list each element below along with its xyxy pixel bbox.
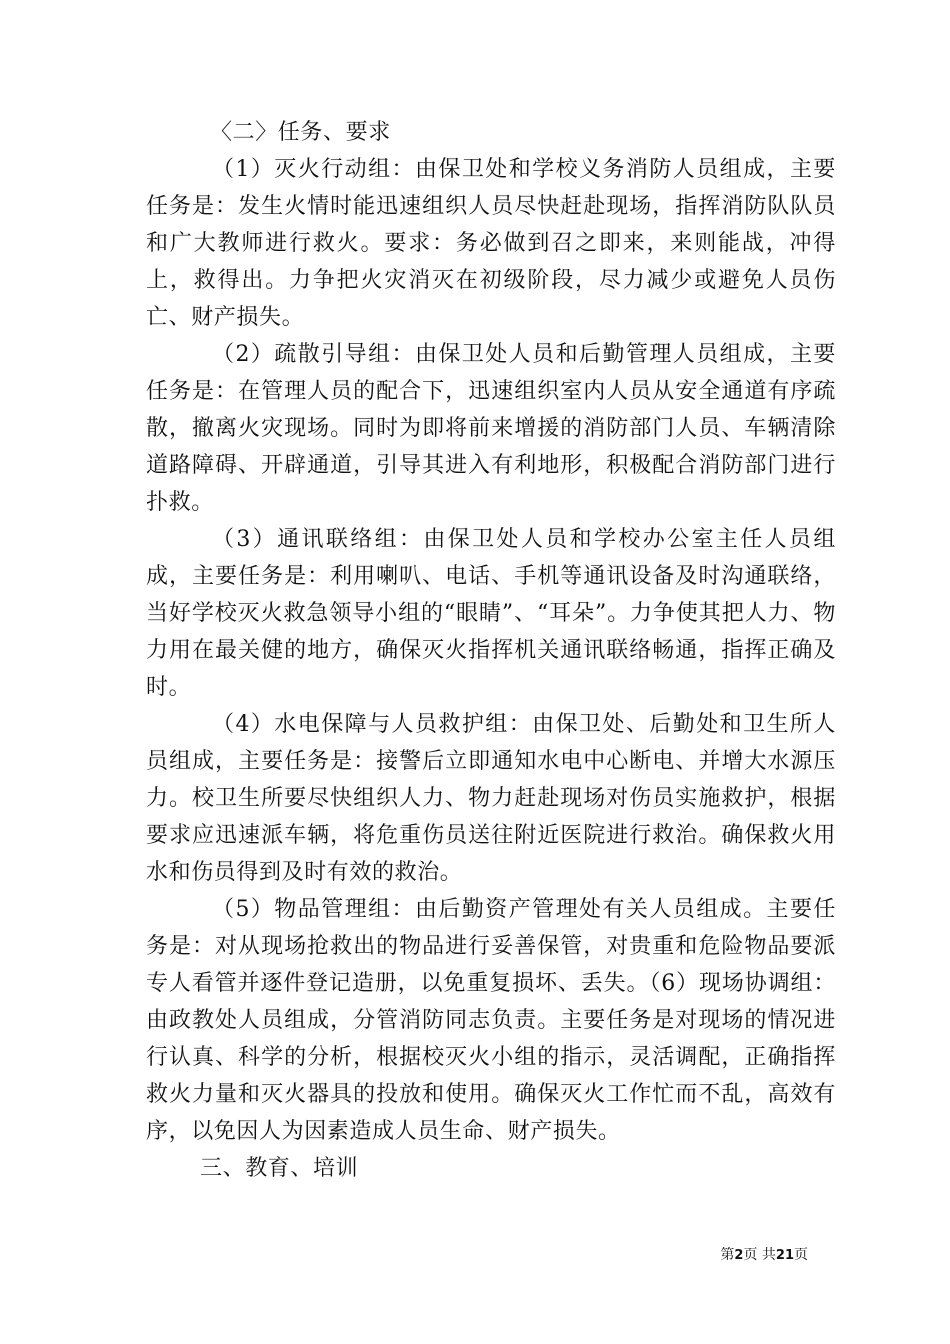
footer-middle: 页 共 [743,1247,776,1263]
page-number-footer [720,1246,808,1265]
paragraph-evacuation-group: （2）疏散引导组：由保卫处人员和后勤管理人员组成，主要任务是：在管理人员的配合下，迅速组织室内人员从安全通道有序疏散，撤离火灾现场。同时为即将前来增援的消防部门人员、车辆清除道路障碍、开辟通道，引导其进入有利地形，积极配合消防部门进行扑救。 [146,342,836,515]
paragraph-item-management-group: （5）物品管理组：由后勤资产管理处有关人员组成。主要任务是：对从现场抢救出的物品进行妥善保管，对贵重和危险物品要派专人看管并逐件登记造册，以免重复损坏、丢失。（6）现场协调组：由政教处人员组成，分管消防同志负责。主要任务是对现场的情况进行认真、科学的分析，根据校灭火小组的指示，灵活调配，正确指挥救火力量和灭火器具的投放和使用。确保灭火工作忙而不乱，高效有序，以免因人为因素造成人员生命、财产损失。 [146,897,836,1144]
current-page-number: 2 [734,1248,744,1263]
document-body [146,114,836,1187]
paragraph-fire-action-group: （1）灭火行动组：由保卫处和学校义务消防人员组成，主要任务是：发生火情时能迅速组织人员尽快赶赴现场，指挥消防队队员和广大教师进行救火。要求：务必做到召之即来，来则能战，冲得上，救得出。力争把火灾消灭在初级阶段，尽力减少或避免人员伤亡、财产损失。 [146,157,836,330]
subsection-heading: 〈二〉任务、要求 [210,120,391,145]
footer-suffix: 页 [794,1247,808,1263]
footer-prefix: 第 [720,1247,735,1263]
paragraph-communication-group: （3）通讯联络组：由保卫处人员和学校办公室主任人员组成，主要任务是：利用喇叭、电话、手机等通讯设备及时沟通联络，当好学校灭火救急领导小组的“眼睛”、“耳朵”。力争使其把人力、物力用在最关健的地方，确保灭火指挥机关通讯联络畅通，指挥正确及时。 [146,527,836,700]
section-heading: 三、教育、培训 [200,1156,359,1181]
total-page-number: 21 [775,1248,794,1263]
paragraph-utility-rescue-group: （4）水电保障与人员救护组：由保卫处、后勤处和卫生所人员组成，主要任务是：接警后立即通知水电中心断电、并增大水源压力。校卫生所要尽快组织人力、物力赶赴现场对伤员实施救护，根据要求应迅速派车辆，将危重伤员送往附近医院进行救治。确保救火用水和伤员得到及时有效的救治。 [146,712,836,885]
